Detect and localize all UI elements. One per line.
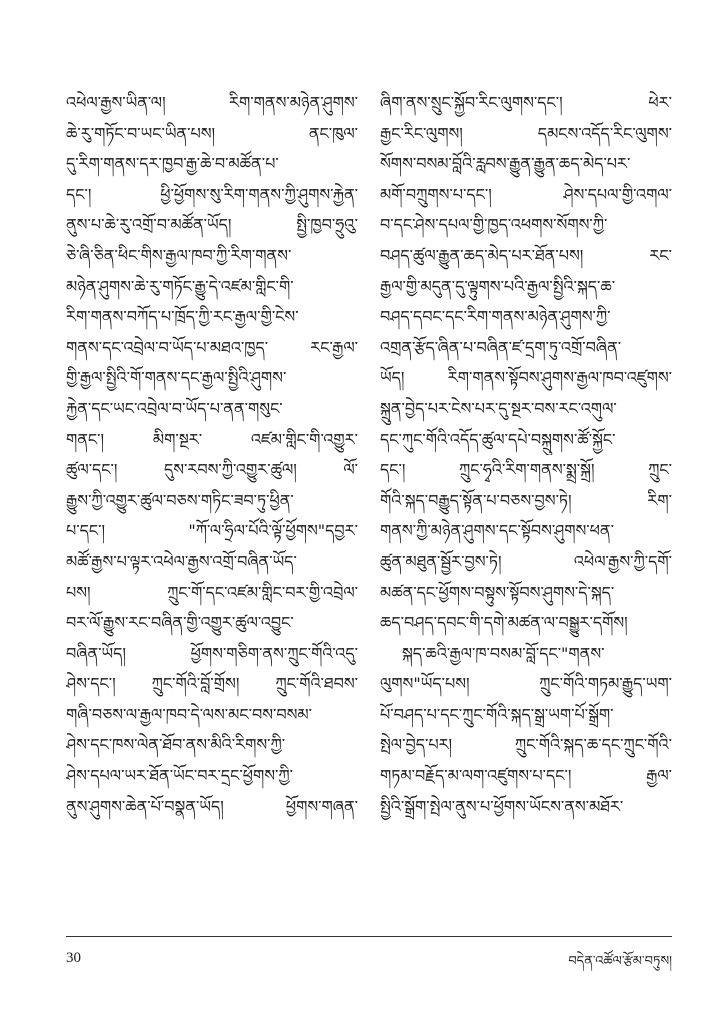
text-line: མཚན་དང་ཕྱོགས་བསྟུས་སྟོབས་ཤུགས་དེ་སྐད་ bbox=[380, 582, 615, 602]
text-line: མགོ་བཀྲུགས་པ་དང་། ཤེས་དཔལ་གྱི་འགལ་ bbox=[380, 184, 672, 204]
text-line: ཤེས་དཔལ་ཡར་ཐོན་ཡོང་བར་དྲང་ཕྱོགས་ཀྱི་ bbox=[66, 766, 294, 786]
text-line: གཞི་བཅས་ལ་རྒྱལ་ཁབ་དེ་ལས་མང་བས་བསམ་ bbox=[66, 704, 313, 724]
right-column bbox=[380, 88, 672, 822]
text-line: གྱི་རྒྱལ་སྤྱིའི་གོ་གནས་དང་རྒྱལ་སྤྱིའི་ཤུགས་ bbox=[66, 368, 287, 388]
text-line: ཤེས་དང་ཁས་ལེན་ཐོབ་ནས་མིའི་རིགས་ཀྱི་ bbox=[66, 735, 286, 755]
text-line: གནས་ཀྱི་མཉེན་ཤུགས་དང་སྟོབས་ཤུགས་ཕན་ bbox=[380, 521, 614, 541]
text-line: རྐྱེན་དང་ཡང་འབྲེལ་བ་ཡོད་པ་ནན་གསུང་ bbox=[66, 398, 283, 418]
text-line: འཕེལ་རྒྱས་ཡིན་ལ། རིག་གནས་མཉེན་ཤུགས་ bbox=[66, 93, 358, 112]
text-line: པ་དང་། "ཀོ་ལ་ཧྲིལ་པོའི་ལྟོ་ཕྱོགས"དབྱར་ bbox=[66, 521, 358, 541]
text-line: སྤྱིའི་སྒྲོག་སྤེལ་ནུས་པ་ཕྱོགས་ཡོངས་ནས་མཐོར་ bbox=[380, 796, 624, 816]
text-line: མཉེན་ཤུགས་ཆེ་རུ་གཏོང་རྒྱུ་དེ་འཛམ་གླིང་གི་ bbox=[66, 276, 294, 296]
text-line: གནས་དང་འབྲེལ་བ་ཡོད་པ་མཐའ་ཁྱད་ རང་རྒྱལ་ bbox=[66, 337, 358, 357]
text-line: ཞིག་ནས་སྲུང་སྐྱོབ་རིང་ལུགས་དང་། ཕེར་ bbox=[380, 93, 672, 112]
text-line: ལུགས"ཡོད་པས། ཀྲུང་གོའི་གཏམ་རྒྱུད་ཡག་ bbox=[380, 674, 672, 694]
text-line: རྒྱུས་ཀྱི་འགྱུར་ཚུལ་བཅས་གཏིང་ཟབ་ཏུ་ཕྱིན་ bbox=[66, 490, 294, 510]
text-line: དང་། ཕྱི་ཕྱོགས་སུ་རིག་གནས་ཀྱི་ཤུགས་རྐྱེན་ bbox=[66, 184, 358, 204]
text-line: ཆེ་རུ་གཏོང་བ་ཡང་ཡིན་པས། ནང་ཁུལ་ bbox=[66, 123, 358, 143]
text-line: བ་དང་ཤེས་དཔལ་གྱི་ཁྱད་འཕགས་སོགས་ཀྱི་ bbox=[380, 215, 608, 235]
text-line: རིག་གནས་བཀོད་པ་ཁྲོད་ཀྱི་རང་རྒྱལ་གྱི་ངེས་ bbox=[66, 307, 299, 327]
text-line-paragraph-start: སྐད་ཆའི་རྒྱལ་ཁ་བསམ་བློ་དང་"གནས་ bbox=[402, 643, 605, 663]
text-line: གཏམ་བརྗོད་མ་ལག་འཛུགས་པ་དང་། རྒྱལ་ bbox=[380, 766, 672, 786]
text-line: བཤད་དབང་དང་རིག་གནས་མཉེན་ཤུགས་ཀྱི་ bbox=[380, 307, 611, 327]
text-line: རྒྱང་རིང་ལུགས། དམངས་འདོད་རིང་ལུགས་ bbox=[380, 123, 672, 143]
text-line: སོགས་བསམ་བློའི་རླབས་རྒྱུན་རྒྱུན་ཆད་མེད་པར་ bbox=[380, 154, 631, 174]
text-line: གོའི་སྐད་བརྒྱུད་སྟོན་པ་བཅས་བྱས་ཏེ། རིག་ bbox=[380, 490, 672, 510]
text-line: མཚོ་རྒྱས་པ་ལྟར་འཕེལ་རྒྱས་འགྲོ་བཞིན་ཡོད་ bbox=[66, 551, 297, 571]
text-line: སྤེལ་བྱེད་པར། ཀྲུང་གོའི་སྐད་ཆ་དང་ཀྲུང་གོའི་ bbox=[380, 735, 672, 755]
text-line: བར་ལོ་རྒྱུས་རང་བཞིན་གྱི་འགྱུར་ཚུལ་འབྱུང་ bbox=[66, 613, 294, 633]
text-line: དུ་རིག་གནས་དར་ཁྱབ་རྒྱ་ཆེ་བ་མཚོན་པ་ bbox=[66, 154, 279, 174]
text-line: ནུས་པ་ཆེ་རུ་འགྲོ་བ་མཚོན་ཡོད། སྤྱི་ཁྱབ་ཧྲུའུ་ bbox=[66, 215, 358, 235]
text-line: པས། ཀྲུང་གོ་དང་འཛམ་གླིང་བར་གྱི་འབྲེལ་ bbox=[66, 582, 358, 602]
footer-rule bbox=[66, 936, 672, 937]
text-line: ཚུན་མཐུན་སྦྱོར་བྱས་ཏེ། འཕེལ་རྒྱས་ཀྱི་དགོ་ bbox=[380, 551, 672, 571]
text-line: འགྲན་རྩོད་ཞིན་པ་བཞིན་ཛ་དྲག་ཏུ་འགྲོ་བཞིན་ bbox=[380, 337, 622, 357]
journal-title: བདེན་འཚོལ་རྩོམ་བཏུས། bbox=[568, 954, 672, 969]
text-line: བཤད་ཚུལ་རྒྱུན་ཆད་མེད་པར་ཐོན་པས། རང་ bbox=[380, 245, 672, 265]
text-line: ཚུལ་དང་། དུས་རབས་ཀྱི་འགྱུར་ཚུལ། ལོ་ bbox=[66, 460, 358, 480]
text-line: ཡོད། རིག་གནས་སྟོབས་ཤུགས་རྒྱལ་ཁབ་འཛུགས་ bbox=[380, 368, 672, 388]
text-line: པོ་བཤད་པ་དང་ཀྲུང་གོའི་སྐད་སྒྲ་ཡག་པོ་སྒྲོག་ bbox=[380, 704, 614, 724]
page-number: 30 bbox=[66, 950, 81, 966]
text-line: སྐྲུན་བྱེད་པར་ངེས་པར་དུ་སྔར་བས་རང་འགུལ་ bbox=[380, 398, 617, 418]
text-line: གནང་། མིག་སྔར་ འཛམ་གླིང་གི་འགྱུར་ bbox=[66, 429, 358, 449]
left-column bbox=[66, 88, 358, 822]
text-line: དང་ཀུང་གོའི་འདོད་ཚུལ་དཔེ་བསྐྲུགས་ཚོ་སྐྱོང་ bbox=[380, 429, 616, 449]
text-line: རྒྱལ་གྱི་མདུན་དུ་ལྟུགས་པའི་རྒྱལ་སྤྱིའི་སྐད་ཆ་ bbox=[380, 276, 616, 296]
text-line: ནུས་ཤུགས་ཆེན་པོ་བསྣན་ཡོད། ཕྱོགས་གཞན་ bbox=[66, 796, 358, 816]
text-line: ཆད་བཤད་དབང་གི་དགེ་མཚན་ལ་བསྒྱུར་དགོས། bbox=[380, 613, 628, 633]
text-line: དང་། ཀྲུང་ཧྭའི་རིག་གནས་སྨྲ་སྐྲོ། ཀྲུང་ bbox=[380, 460, 672, 480]
text-line: ཅེ་ཞི་ཅིན་ཕིང་གིས་རྒྱལ་ཁབ་ཀྱི་རིག་གནས་ bbox=[66, 245, 292, 265]
text-line: བཞིན་ཡོད། ཕྱོགས་གཅིག་ནས་ཀྲུང་གོའི་འདུ་ bbox=[66, 643, 358, 663]
text-line: ཤེས་དང་། ཀྲུང་གོའི་བློ་གྲོས། ཀྲུང་གོའི་ཐབས་ bbox=[66, 674, 358, 694]
